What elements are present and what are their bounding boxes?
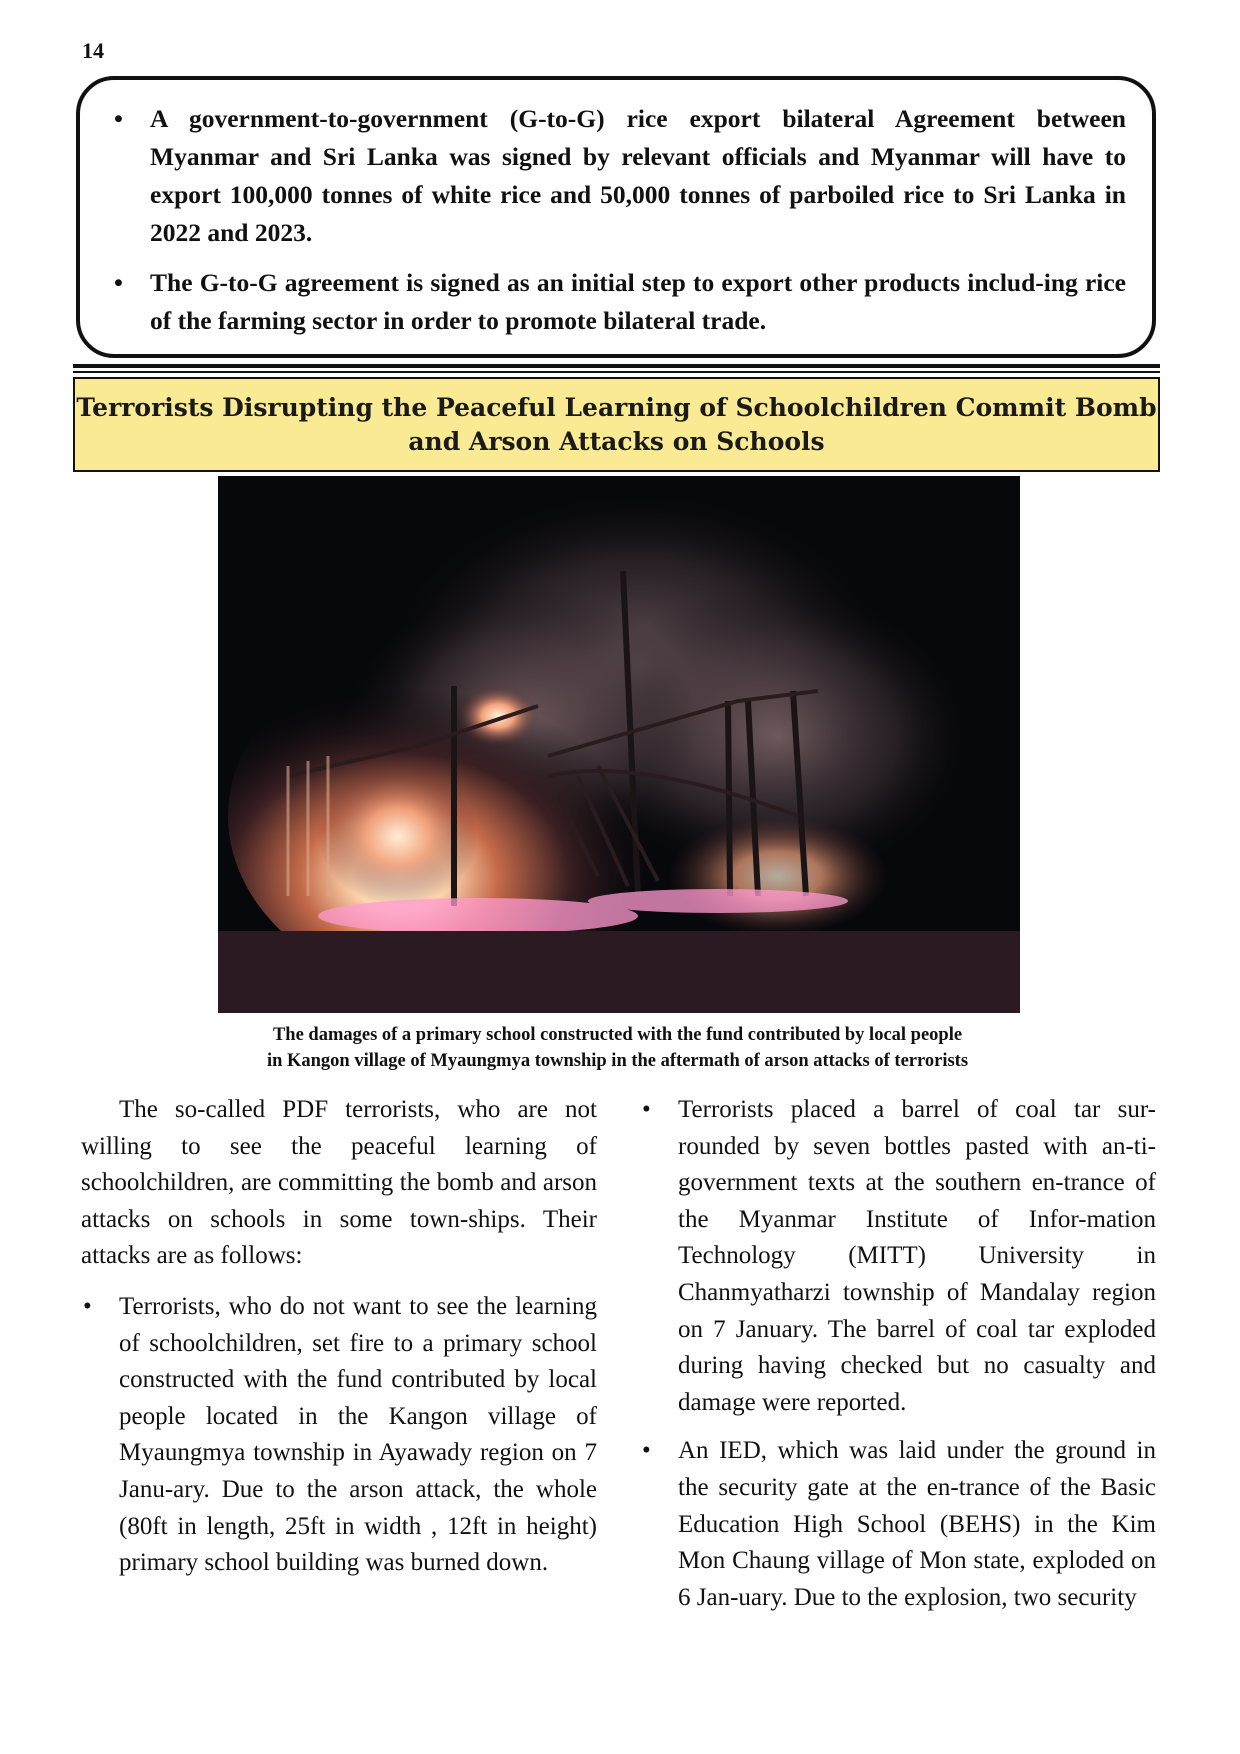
article-column-left [81,1092,597,1594]
article-column-right [640,1092,1156,1628]
headline-line: Terrorists Disrupting the Peaceful Learning of Schoolchildren Commit Bomb [76,392,1157,422]
attack-item-text: An IED, which was laid under the ground in the security gate at the en-trance of the Basic Education High School (BEHS) in the Kim Mon Chaung village of Mon state, exploded on 6 Jan-uary. Due to the explosion, two security [678,1437,1156,1611]
headline-box [73,377,1160,472]
summary-item [110,264,1126,340]
section-divider [73,364,1160,368]
attack-item-text: Terrorists placed a barrel of coal tar sur-rounded by seven bottles pasted with an-ti-government texts at the southern en-trance of the Myanmar Institute of Infor-mation Technology (MITT) University in Chanmyatharzi township of Mandalay region on 7 January. The barrel of coal tar exploded during having checked but no casualty and damage were reported. [678,1096,1156,1416]
summary-item-text: The G-to-G agreement is signed as an initial step to export other products includ-ing rice of the farming sector in order to promote bilateral trade. [150,268,1126,335]
summary-item-text: A government-to-government (G-to-G) rice export bilateral Agreement between Myanmar and Sri Lanka was signed by relevant officials and Myanmar will have to export 100,000 tonnes of white rice and 50,000 tonnes of parboiled rice to Sri Lanka in 2022 and 2023. [150,104,1126,247]
headline-line: and Arson Attacks on Schools [408,426,825,456]
attack-item [81,1289,597,1582]
attack-item [640,1433,1156,1616]
caption-line: The damages of a primary school constructed with the fund contributed by local people [272,1025,963,1045]
fire-photo [218,476,1020,1013]
photo-caption [150,1022,1085,1074]
summary-list [110,100,1126,340]
bullet-icon: • [114,104,123,133]
summary-box [76,76,1156,358]
attack-item-text: Terrorists, who do not want to see the learning of schoolchildren, set fire to a primary school constructed with the fund contributed by local people located in the Kangon village of Myaungmya township in Ayawady region on 7 Janu-ary. Due to the arson attack, the whole (80ft in length, 25ft in width , 12ft in height) primary school building was burned down. [119,1292,597,1577]
bullet-icon: • [642,1096,651,1123]
burning-school-illustration [218,476,1020,1013]
caption-line: in Kangon village of Myaungmya township in the aftermath of arson attacks of terrorists [266,1051,969,1071]
summary-item [110,100,1126,252]
attack-item [640,1092,1156,1421]
page-number: 14 [82,38,104,63]
headline [76,391,1156,459]
bullet-icon: • [642,1437,651,1465]
intro-paragraph: The so-called PDF terrorists, who are not willing to see the peaceful learning of schoolchildren, are committing the bomb and arson attacks on schools in some town-ships. Their attacks are as follows: [81,1096,597,1270]
bullet-icon: • [83,1292,92,1320]
section-divider [73,371,1160,373]
bullet-icon: • [114,268,123,297]
